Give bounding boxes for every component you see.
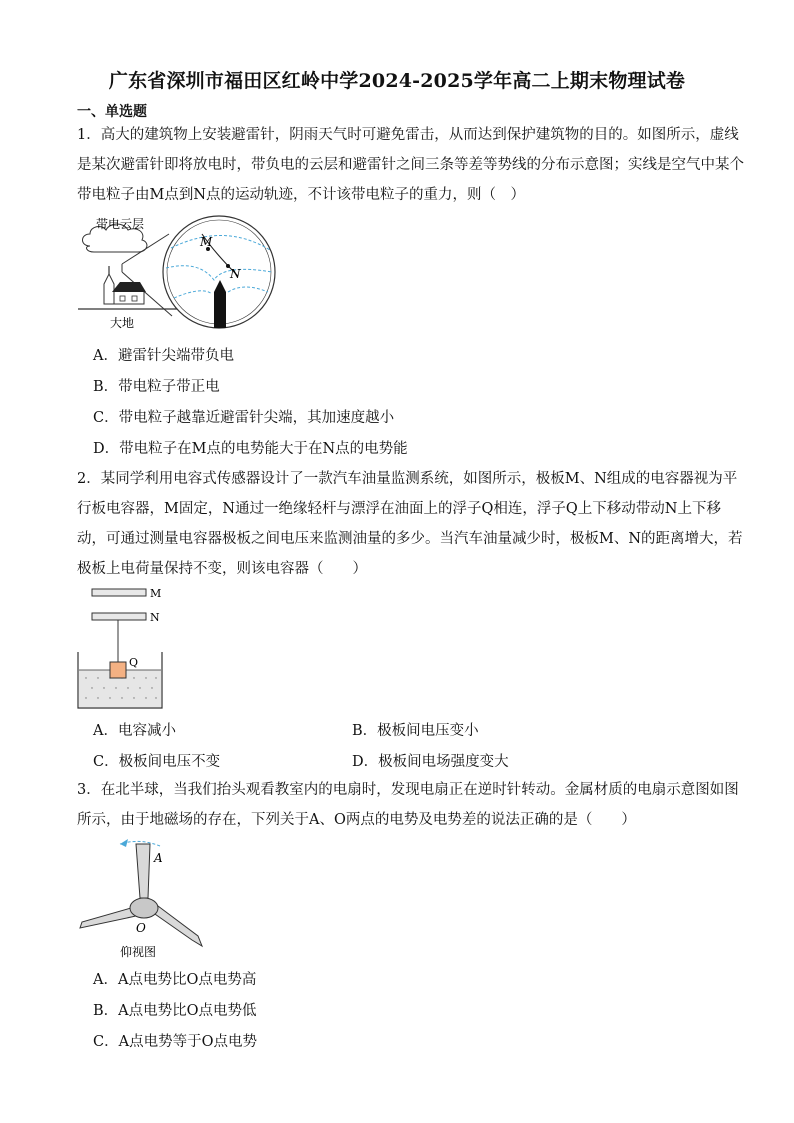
- question-2-option-c[interactable]: C．极板间电压不变: [93, 754, 221, 770]
- point-o-label: O: [136, 921, 146, 935]
- question-2-stem: [77, 464, 743, 584]
- question-2-option-d[interactable]: D．极板间电场强度变大: [352, 754, 509, 770]
- question-1-line-3: 带电粒子由M点到N点的运动轨迹，不计该带电粒子的重力，则（ ）: [77, 187, 526, 203]
- house-roof: [112, 282, 146, 292]
- fan-blade-right: [152, 906, 202, 946]
- question-1-stem: [77, 120, 744, 210]
- question-2-option-b[interactable]: B．极板间电压变小: [352, 723, 479, 739]
- question-3-option-c[interactable]: C．A点电势等于O点电势: [93, 1034, 257, 1050]
- point-m-label: M: [200, 235, 213, 249]
- plate-m-label: M: [150, 587, 162, 600]
- question-3-option-a[interactable]: A．A点电势比O点电势高: [93, 972, 257, 988]
- question-2-line-1: 2．某同学利用电容式传感器设计了一款汽车油量监测系统，如图所示，极板M、N组成的电容器视为平: [77, 471, 738, 487]
- question-2-line-4: 极板上电荷量保持不变，则该电容器（ ）: [77, 561, 367, 577]
- ceiling-fan-figure: [74, 836, 214, 964]
- point-n-label: N: [230, 267, 241, 281]
- question-2-line-3: 动，可通过测量电容器极板之间电压来监测油量的多少。当汽车油量减少时，极板M、N的距离增大，若: [77, 531, 743, 547]
- question-1-line-2: 是某次避雷针即将放电时，带负电的云层和避雷针之间三条等差等势线的分布示意图；实线是空气中某个: [77, 157, 744, 173]
- question-3-line-2: 所示，由于地磁场的存在，下列关于A、O两点的电势及电势差的说法正确的是（ ）: [77, 812, 636, 828]
- plate-n-label: N: [150, 611, 160, 624]
- question-3-line-1: 3．在北半球，当我们抬头观看教室内的电扇时，发现电扇正在逆时针转动。金属材质的电扇示意图如图: [77, 782, 739, 798]
- house-window: [132, 296, 137, 301]
- lightning-rod-figure: [74, 212, 284, 336]
- plate-m: [92, 589, 146, 596]
- plate-n: [92, 613, 146, 620]
- ground-label: 大地: [110, 316, 135, 330]
- rotation-arrowhead: [120, 839, 128, 847]
- house-building: [114, 290, 144, 304]
- fan-hub: [130, 898, 158, 918]
- section-heading: 一、单选题: [77, 104, 147, 120]
- point-a-label: A: [154, 851, 163, 865]
- float-q-label: Q: [129, 656, 139, 669]
- question-1-option-c[interactable]: C．带电粒子越靠近避雷针尖端，其加速度越小: [93, 410, 395, 426]
- fan-blade-left: [80, 906, 138, 928]
- fan-blade-top: [136, 844, 150, 898]
- question-3-option-b[interactable]: B．A点电势比O点电势低: [93, 1003, 257, 1019]
- question-1-line-1: 1．高大的建筑物上安装避雷针，阴雨天气时可避免雷击，从而达到保护建筑物的目的。如图所示，虚线: [77, 127, 739, 143]
- question-1-option-a[interactable]: A．避雷针尖端带负电: [93, 348, 234, 364]
- fan-caption: 仰视图: [120, 945, 157, 959]
- capacitor-oil-figure: [74, 586, 174, 712]
- question-1-option-d[interactable]: D．带电粒子在M点的电势能大于在N点的电势能: [93, 441, 408, 457]
- question-1-option-b[interactable]: B．带电粒子带正电: [93, 379, 220, 395]
- cloud-label: 带电云层: [96, 217, 145, 231]
- question-2-option-a[interactable]: A．电容减小: [93, 723, 176, 739]
- float-q: [110, 662, 126, 678]
- question-3-stem: [77, 775, 739, 835]
- house-window: [120, 296, 125, 301]
- tower-building: [104, 274, 114, 304]
- question-2-line-2: 行板电容器，M固定，N通过一绝缘轻杆与漂浮在油面上的浮子Q相连，浮子Q上下移动带动N上下移: [77, 501, 721, 517]
- exam-title: 广东省深圳市福田区红岭中学2024-2025学年高二上期末物理试卷: [108, 70, 686, 92]
